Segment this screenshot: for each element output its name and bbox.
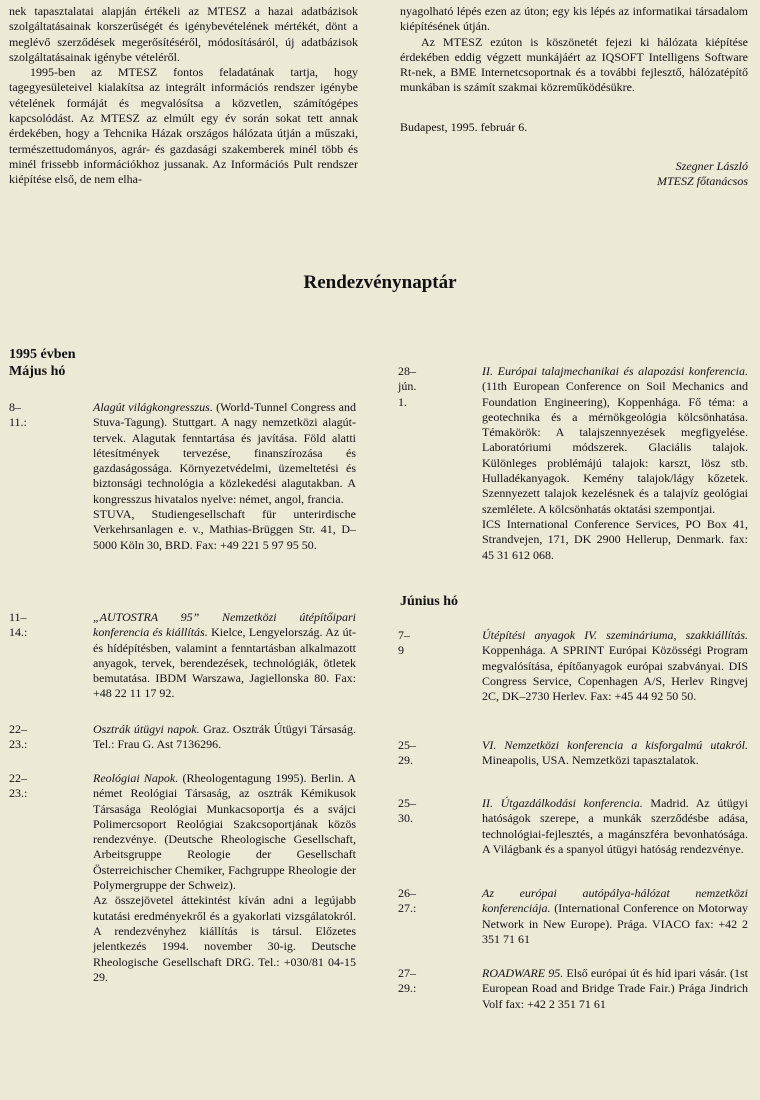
- event-text: [482, 966, 748, 1012]
- event-date: 25–29.: [398, 738, 416, 768]
- event-description: (International Conference on Motorway Network in New Europe). Prága. VIACO fax: +42 2 351 71 61: [482, 901, 748, 946]
- year-label: 1995 évben: [9, 347, 76, 362]
- event-name: II. Európai talajmechanikai és alapozási konferencia.: [482, 364, 748, 378]
- event-text: [93, 610, 356, 702]
- event-name: Alagút világkongresszus.: [93, 400, 213, 414]
- event-description: Első európai út és híd ipari vásár. (1st European Road and Bridge Trade Fair.) Prága Jindrich Volf fax: +42 2 351 71 61: [482, 966, 748, 1011]
- year-heading: [9, 346, 76, 380]
- event-date: 27–29.:: [398, 966, 417, 996]
- event-name: Útépítési anyagok IV. szemináriuma, szakkiállítás.: [482, 628, 748, 642]
- event-date: 22–23.:: [9, 722, 28, 752]
- event-description: Kielce, Lengyelország. Az út- és hídépítésben, valamint a fenntartásban alkalmazott anyagok, tervek, berendezések, technológiák, ötletek bemutatása. IBDM Warszawa, Jagiellonska 80. Fax: +48 22 11 17 92.: [93, 625, 356, 701]
- event-name: ROADWARE 95.: [482, 966, 564, 980]
- event-date: 22–23.:: [9, 771, 28, 801]
- event-text: [482, 364, 748, 563]
- event-text: [482, 796, 748, 857]
- event-description: (11th European Conference on Soil Mechanics and Foundation Engineering), Koppenhága. Fő téma: a geotechnika és a mérnökgeológia kölcsönhatása. Témakörök: A talajszennyezések megfigyelése. Laboratóriumi módszerek. Glaciális talajok. Különleges problémájú talajok: karszt, lösz stb. Hulladékanyagok. Kemény talajok/lágy kőzetek. Szennyezett talajok kezelésnek és a talajvíz geológiai szemlélete. A kölcsönhatás oktatási szempontjai.: [482, 379, 748, 516]
- intro-paragraph: nek tapasztalatai alapján értékeli az MTESZ a hazai adatbázisok szolgáltatásainak korszerűségét és igénybevételének mértékét, dönt a meglévő szerződések megerősítéséről, módosításáról, új adatbázisok szolgáltatásainak igénybe vételéről.: [9, 4, 358, 64]
- event-description: Graz. Osztrák Útügyi Társaság. Tel.: Frau G. Ast 7136296.: [93, 722, 356, 752]
- event-description: Madrid. Az útügyi hatóságok szerepe, a munkák szerződésbe adása, technológiai-fejlesztés, a magánszféra bevonhatósága. A Világbank és a spanyol útügyi hatóság rendezvénye.: [482, 796, 748, 856]
- event-name: Az európai autópálya-hálózat nemzetközi konferenciája.: [482, 886, 748, 916]
- event-text: [93, 400, 356, 553]
- event-date: 25–30.: [398, 796, 416, 826]
- event-name: Reológiai Napok.: [93, 771, 179, 785]
- intro-right-column: [400, 4, 748, 190]
- event-description: (Rheologentagung 1995). Berlin. A német Reológiai Társaság, az osztrák Kémikusok Társasága Reológiai Munkacsoportja és a svájci Polimercsoport Reológiai Szakcsoportjának közös rendezvénye. (Deutsche Rheologische Gesellschaft, Arbeitsgruppe Reologie der Gesellschaft Österreichischer Chemiker, Fachgruppe Rheologie der Polymergruppe der Schweiz).: [93, 771, 356, 893]
- event-date: 7–9: [398, 628, 410, 658]
- intro-left-column: [9, 4, 358, 188]
- event-date: 28–jún. 1.: [398, 364, 417, 409]
- event-contact: ICS International Conference Services, PO Box 41, Strandvejen, 171, DK 2900 Hellerup, Denmark. fax: 45 31 612 068.: [482, 516, 748, 562]
- event-description: (World-Tunnel Congress and Stuva-Tagung). Stuttgart. A nagy nemzetközi alagút-tervek. Alagutak fenntartása és javítása. Föld alatti létesítmények tervezése, finanszírozása és gazdaságossága. Környezetvédelmi, üzemeltetési és biztonsági technológia a közlekedési alagutakban. A kongresszus hivatalos nyelve: német, angol, francia.: [93, 400, 356, 506]
- event-name: Osztrák útügyi napok.: [93, 722, 200, 736]
- event-contact: STUVA, Studiengesellschaft für unterirdische Verkehrsanlagen e. v., Mathias-Brüggen Str. 41, D–5000 Köln 30, BRD. Fax: +49 221 5 97 95 50.: [93, 507, 356, 552]
- event-text: [93, 722, 356, 753]
- signature-title: MTESZ főtanácsos: [656, 174, 748, 189]
- month-june-heading: Június hó: [400, 594, 458, 609]
- event-name: VI. Nemzetközi konferencia a kisforgalmú utakról.: [482, 738, 748, 752]
- month-may-heading: Május hó: [9, 364, 66, 379]
- intro-paragraph: Az MTESZ ezúton is köszönetét fejezi ki hálózata kiépítése érdekében eddig végzett munkájáért az IQSOFT Intelligens Software Rt-nek, a BME Internetcsoportnak és a további fejlesztő, hálózatépítő munkában is számít szakmai közreműködésükre.: [400, 34, 748, 95]
- page-title: Rendezvénynaptár: [303, 272, 457, 293]
- intro-paragraph: 1995-ben az MTESZ fontos feladatának tartja, hogy tagegyesületeivel kialakítsa az integrált információs rendszer igénybe vételének formáját és megvalósítsa a közvetlen, számítógépes kapcsolódást. Az MTESZ az elmúlt egy év során sokat tett annak érdekében, hogy a Tehcnika Házak országos hálózata útján a műszaki, természettudományos, agrár- és gazdasági szakemberek minél több és minél frissebb információkhoz jussanak. Az Információs Pult rendszer kiépítése első, de nem elha-: [9, 65, 358, 187]
- place-date: Budapest, 1995. február 6.: [400, 119, 528, 134]
- event-date: 8–11.:: [9, 400, 27, 430]
- event-description: Koppenhága. A SPRINT Európai Közösségi Program megvalósítása, építőanyagok európai szabványai. DIS Congress Service, Copenhagen A/S, Herlev Ringvej 2C, DK–2730 Herlev. Fax: +45 44 92 50 50.: [482, 643, 748, 704]
- event-date: 26–27.:: [398, 886, 417, 916]
- event-text: [482, 886, 748, 947]
- event-text: [482, 628, 748, 704]
- event-date: 11–14.:: [9, 610, 28, 640]
- signature-name: Szegner László: [675, 159, 748, 174]
- intro-paragraph: nyagolható lépés ezen az úton; egy kis lépés az informatikai társadalom kiépítésének útján.: [400, 4, 748, 34]
- event-name: „AUTOSTRA 95” Nemzetközi útépítőipari konferencia és kiállítás.: [93, 610, 356, 640]
- event-contact: Az összejövetel áttekintést kíván adni a legújabb kutatási eredményekről és a gyakorlati vizsgálatokról. A rendezvényhez kiállítás is társul. Előzetes jelentkezés 1994. november 30-ig. Deutsche Rheologische Gesellschaft DRG. Tel.: +030/81 04-15 29.: [93, 893, 356, 984]
- event-name: II. Útgazdálkodási konferencia.: [482, 796, 643, 810]
- event-text: [482, 738, 748, 769]
- event-text: [93, 771, 356, 985]
- event-description: Mineapolis, USA. Nemzetközi tapasztalatok.: [482, 753, 699, 768]
